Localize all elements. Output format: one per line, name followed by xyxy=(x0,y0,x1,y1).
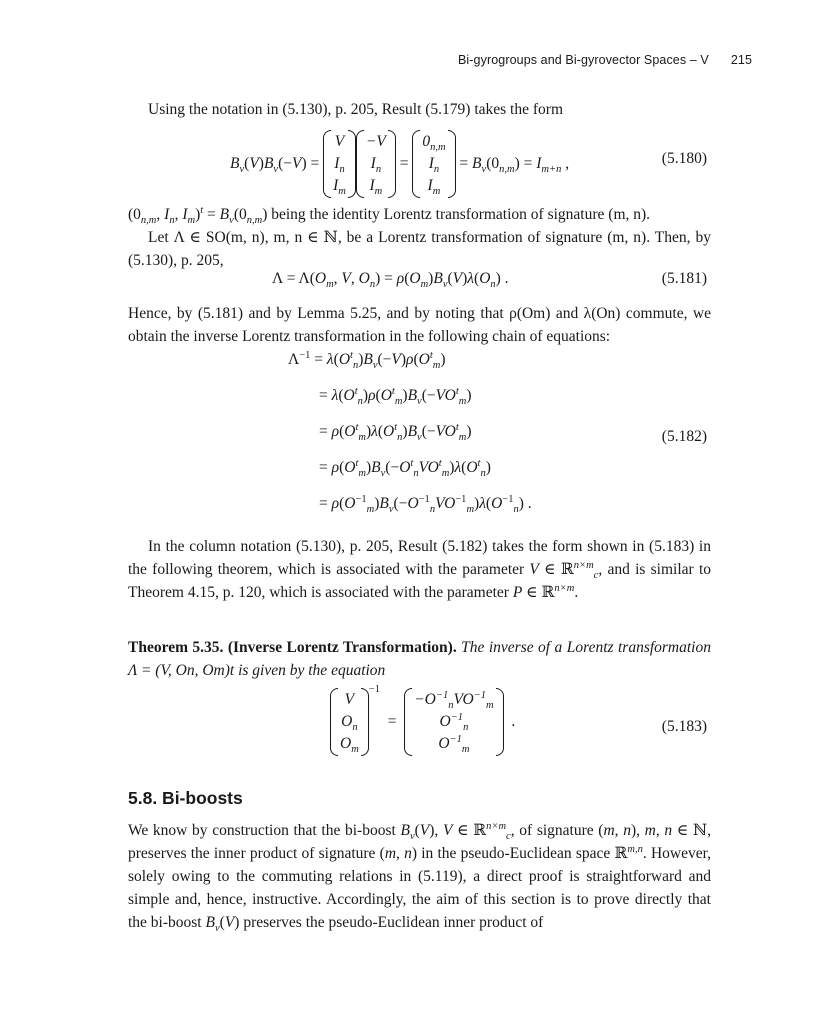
matrix-lambda: V $O_n$ $O_m$ xyxy=(330,688,369,756)
equation-5-181: $\Lambda = \Lambda(O_m$, V, $O_n) = \rho(O_m)B_v(V)\lambda(O_n)$ . xyxy=(272,270,509,291)
page-number: 215 xyxy=(730,53,752,67)
paragraph-intro: Using the notation in (5.130), p. 205, Result (5.179) takes the form xyxy=(148,101,563,118)
section-title: 5.8. Bi-boosts xyxy=(128,788,243,808)
paragraph-bi-boosts: We know by construction that the bi-boost $B_v(V)$, V ∈ ℝ$^{n\times m}_c$, of signature (m, n), m, n ∈ ℕ, preserves the inner product of signature (m, n) in the pseudo-Euclidean space ℝ$^{m,n}$. However, solely owing to the commuting relations in (5.119), a direct proof is straightforward and simple and, hence, instructive. Accordingly, the aim of this section is to prove directly that the bi-boost $B_v(V)$ preserves the pseudo-Euclidean inner product of xyxy=(128,820,712,935)
chain-line-5: = $\rho(O^{-1}_m)B_v(-O^{-1}_nVO^{-1}_m)\lambda(O^{-1}_n)$ . xyxy=(319,493,532,516)
matrix-v: V $I_n$ $I_m$ xyxy=(323,130,356,198)
matrix-minus-v: −V $I_n$ $I_m$ xyxy=(356,130,396,198)
equation-number-5-180: (5.180) xyxy=(661,150,707,167)
paragraph-column-notation: In the column notation (5.130), p. 205, Result (5.182) takes the form shown in (5.183) in the following theorem, which is associated with the parameter V ∈ ℝ$^{n\times m}_c$, and is similar to Theorem 4.15, p. 120, which is associated with the parameter P ∈ ℝ$^{n\times m}$. xyxy=(128,538,711,601)
chain-line-3: = $\rho(O^t_m)\lambda(O^t_n)B_v(-VO^t_m)$ xyxy=(319,421,472,444)
chain-line-2: = $\lambda(O^t_n)\rho(O^t_m)B_v(-VO^t_m)$ xyxy=(319,385,472,408)
running-header xyxy=(458,53,752,67)
chain-line-4: = $\rho(O^t_m)B_v(-O^t_nVO^t_m)\lambda(O^t_n)$ xyxy=(319,457,491,480)
theorem-5-35 xyxy=(128,636,711,682)
equation-number-5-181: (5.181) xyxy=(661,270,707,287)
theorem-label: Theorem 5.35. (Inverse Lorentz Transformation). xyxy=(128,639,457,656)
paragraph-let-lambda: Let Λ ∈ SO(m, n), m, n ∈ ℕ, be a Lorentz transformation of signature (m, n). Then, by (5.130), p. 205, xyxy=(128,229,711,269)
equation-number-5-183: (5.183) xyxy=(661,718,707,735)
paragraph-hence: Hence, by (5.181) and by Lemma 5.25, and by noting that ρ(Om) and λ(On) commute, we obtain the inverse Lorentz transformation in the following chain of equations: xyxy=(128,305,711,345)
theorem-body: The inverse of a Lorentz transformation Λ = (V, On, Om)t is given by the equation xyxy=(128,639,711,679)
running-title: Bi-gyrogroups and Bi-gyrovector Spaces – V xyxy=(457,53,709,67)
equation-5-180: $B_v(V)B_v(-V)$ = V $I_n$ $I_m$ −V $I_n$ $I_m$ = $0_{n,m}$ $I_n$ $I_m$ = $B_v(0_{n,m}) = I_{m+n}$ , xyxy=(230,130,569,198)
paragraph-identity: ($0_{n,m}$, $I_n$, $I_m)^t = B_v(0_{n,m})$ being the identity Lorentz transformation of signature (m, n). xyxy=(128,204,651,227)
matrix-inverse: $-O^{-1}_nVO^{-1}_m$ $O^{-1}_n$ $O^{-1}_m$ xyxy=(404,688,503,756)
equation-5-183: V $O_n$ $O_m$ −1 = $-O^{-1}_nVO^{-1}_m$ $O^{-1}_n$ $O^{-1}_m$ . xyxy=(330,688,515,756)
identity-text: being the identity Lorentz transformation of signature (m, n). xyxy=(271,206,651,223)
matrix-zero: $0_{n,m}$ $I_n$ $I_m$ xyxy=(412,130,455,198)
equation-number-5-182: (5.182) xyxy=(661,428,707,445)
equation-5-182 xyxy=(288,349,532,531)
chain-line-1: $\Lambda^{-1} = \lambda(O^t_n)B_v(-V)\rho(O^t_m)$ xyxy=(288,349,446,372)
